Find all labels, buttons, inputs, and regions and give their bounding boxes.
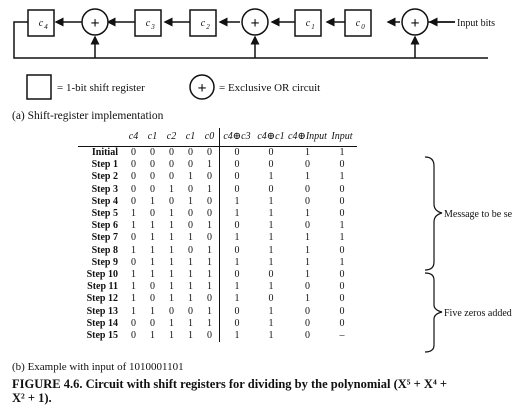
table-cell: 1: [188, 171, 193, 183]
table-cell: 0: [150, 159, 155, 171]
svg-text:1: 1: [311, 23, 315, 31]
table-cell: 1: [131, 269, 136, 281]
table-cell: 1: [131, 244, 136, 256]
table-cell: 1: [200, 159, 220, 171]
table-cell: 1: [169, 281, 174, 293]
table-header: c4⊕c1: [254, 128, 288, 147]
table-cell: 1: [150, 305, 155, 317]
table-row: [78, 220, 357, 232]
table-cell: 0: [234, 147, 240, 158]
table-cell: 0: [339, 269, 345, 281]
table-cell: 1: [268, 232, 274, 244]
table-cell: 0: [234, 244, 240, 256]
caption-a: (a) Shift-register implementation: [12, 110, 164, 122]
table-cell: 1: [268, 220, 274, 232]
row-label: Initial: [91, 147, 118, 158]
table-cell: 0: [339, 208, 345, 220]
table-cell: 1: [169, 208, 174, 220]
svg-text:+: +: [197, 80, 207, 97]
table-cell: 0: [200, 196, 220, 208]
table-cell: 0: [304, 220, 310, 232]
table-cell: 0: [234, 171, 240, 183]
figure-caption: [12, 377, 447, 405]
table-cell: 1: [234, 281, 240, 293]
table-cell: 1: [188, 317, 193, 329]
table-cell: 0: [131, 159, 136, 171]
row-label: Step 12: [86, 293, 118, 305]
table-row: [78, 147, 357, 160]
table-cell: 0: [234, 269, 240, 281]
table-cell: 1: [188, 281, 193, 293]
svg-text:+: +: [410, 15, 420, 32]
table-cell: 0: [339, 244, 345, 256]
table-cell: 0: [188, 305, 193, 317]
table-cell: 0: [339, 281, 345, 293]
table-cell: 1: [188, 330, 193, 342]
table-cell: 1: [339, 147, 345, 158]
table-cell: 0: [304, 281, 310, 293]
table-cell: 1: [268, 244, 274, 256]
table-cell: 0: [131, 147, 136, 158]
table-row: [78, 293, 357, 305]
table-cell: 0: [268, 183, 274, 195]
row-label: Step 7: [91, 232, 118, 244]
table-cell: 1: [169, 220, 174, 232]
table-cell: 1: [169, 317, 174, 329]
table-cell: 0: [200, 147, 220, 160]
message-annotation: Message to be se: [444, 209, 513, 220]
table-cell: 0: [234, 159, 240, 171]
table-row: [78, 208, 357, 220]
table-cell: 1: [200, 281, 220, 293]
svg-text:+: +: [90, 15, 100, 32]
table-cell: 0: [169, 171, 174, 183]
svg-text:2: 2: [206, 23, 210, 31]
table-cell: 1: [150, 269, 155, 281]
table-header: c2: [162, 128, 181, 147]
table-cell: 1: [150, 195, 155, 207]
table-cell: 0: [339, 159, 345, 171]
table-cell: 1: [150, 256, 155, 268]
table-cell: 0: [200, 232, 220, 244]
row-label: Step 3: [91, 183, 118, 195]
figure-caption-line2: X² + 1).: [12, 391, 52, 405]
table-cell: 0: [188, 220, 193, 232]
register-label-c4: c: [38, 18, 44, 29]
table-row: [78, 232, 357, 244]
table-cell: 1: [234, 293, 240, 305]
legend-register-text: = 1-bit shift register: [57, 82, 145, 94]
table-cell: 0: [188, 244, 193, 256]
circuit-diagram: [0, 0, 524, 110]
table-cell: 1: [200, 245, 220, 257]
table-cell: 0: [268, 159, 274, 171]
header-blank: [78, 128, 124, 147]
svg-text:c: c: [200, 18, 206, 29]
table-cell: 0: [131, 232, 136, 244]
table-cell: 0: [188, 183, 193, 195]
table-row: [78, 159, 357, 171]
table-cell: 1: [339, 256, 345, 268]
table-header: c0: [200, 128, 220, 147]
legend-xor-text: = Exclusive OR circuit: [219, 82, 321, 94]
table-cell: 1: [268, 195, 274, 207]
table-cell: 1: [200, 306, 220, 318]
table-cell: 1: [268, 330, 274, 342]
steps-table: [78, 128, 357, 342]
table-cell: 0: [304, 317, 310, 329]
svg-text:c: c: [145, 18, 151, 29]
table-cell: 1: [169, 269, 174, 281]
table-row: [78, 196, 357, 208]
table-cell: 1: [169, 293, 174, 305]
svg-text:+: +: [250, 15, 260, 32]
table-cell: 0: [339, 305, 345, 317]
table-header: c1: [143, 128, 162, 147]
table-cell: –: [339, 330, 345, 342]
zeros-annotation: Five zeros added: [444, 308, 512, 319]
svg-text:0: 0: [361, 23, 365, 31]
table-cell: 1: [304, 256, 310, 268]
table-row: [78, 269, 357, 281]
table-cell: 1: [304, 269, 310, 281]
row-label: Step 15: [86, 330, 118, 342]
table-cell: 1: [131, 281, 136, 293]
table-cell: 0: [188, 147, 193, 158]
caption-b: (b) Example with input of 1010001101: [12, 361, 184, 373]
table-cell: 1: [131, 293, 136, 305]
svg-text:4: 4: [44, 23, 48, 31]
table-cell: 1: [304, 171, 310, 183]
table-cell: 1: [188, 256, 193, 268]
table-cell: 1: [131, 305, 136, 317]
table-row: [78, 281, 357, 293]
table-cell: 1: [131, 220, 136, 232]
table-cell: 0: [234, 183, 240, 195]
table-row: [78, 184, 357, 196]
table-cell: 0: [200, 208, 220, 220]
table-cell: 1: [131, 208, 136, 220]
table-cell: 0: [304, 305, 310, 317]
row-label: Step 2: [91, 171, 118, 183]
table-cell: 0: [150, 183, 155, 195]
row-label: Step 1: [91, 159, 118, 171]
table-cell: 1: [268, 256, 274, 268]
table-header: c1: [181, 128, 200, 147]
legend-register-box: [27, 75, 51, 99]
table-cell: 0: [131, 330, 136, 342]
row-label: Step 10: [86, 269, 118, 281]
table-cell: 1: [200, 318, 220, 330]
table-row: [78, 245, 357, 257]
table-cell: 0: [150, 281, 155, 293]
table-cell: 0: [234, 305, 240, 317]
svg-text:c: c: [355, 18, 361, 29]
figure-caption-line1: FIGURE 4.6. Circuit with shift registers for dividing by the polynomial (X⁵ + X⁴ +: [12, 377, 447, 391]
svg-text:c: c: [305, 18, 311, 29]
table-cell: 0: [200, 171, 220, 183]
table-cell: 0: [150, 208, 155, 220]
table-cell: 1: [234, 256, 240, 268]
table-cell: 0: [169, 195, 174, 207]
table-cell: 0: [339, 183, 345, 195]
table-cell: 0: [169, 159, 174, 171]
table-cell: 0: [188, 159, 193, 171]
table-cell: 0: [234, 317, 240, 329]
table-row: [78, 171, 357, 183]
table-cell: 1: [304, 208, 310, 220]
table-header: c4⊕Input: [288, 128, 327, 147]
table-cell: 1: [304, 232, 310, 244]
svg-text:3: 3: [151, 23, 155, 31]
table-cell: 0: [339, 195, 345, 207]
table-cell: 1: [150, 232, 155, 244]
table-cell: 1: [188, 195, 193, 207]
table-cell: 0: [131, 171, 136, 183]
table-cell: 1: [268, 281, 274, 293]
table-cell: 1: [339, 232, 345, 244]
table-cell: 0: [339, 317, 345, 329]
table-header: c4: [124, 128, 143, 147]
table-cell: 1: [234, 330, 240, 342]
row-label: Step 11: [87, 281, 118, 293]
table-cell: 1: [169, 330, 174, 342]
row-label: Step 8: [91, 244, 118, 256]
table-cell: 0: [169, 147, 174, 158]
table-cell: 1: [150, 244, 155, 256]
table-cell: 0: [304, 195, 310, 207]
table-cell: 1: [268, 208, 274, 220]
table-cell: 1: [169, 232, 174, 244]
table-cell: 1: [268, 305, 274, 317]
table-cell: 1: [188, 232, 193, 244]
table-header: c4⊕c3: [220, 128, 255, 147]
row-label: Step 9: [91, 256, 118, 268]
table-cell: 1: [304, 147, 310, 158]
table-cell: 1: [234, 195, 240, 207]
table-cell: 0: [304, 330, 310, 342]
table-cell: 1: [234, 208, 240, 220]
table-row: [78, 306, 357, 318]
table-cell: 0: [131, 195, 136, 207]
table-cell: 0: [200, 330, 220, 342]
table-cell: 1: [268, 171, 274, 183]
table-cell: 0: [150, 293, 155, 305]
table-row: [78, 318, 357, 330]
table-cell: 1: [200, 269, 220, 281]
table-cell: 0: [169, 305, 174, 317]
table-row: [78, 257, 357, 269]
table-cell: 0: [268, 147, 274, 158]
table-cell: 0: [131, 317, 136, 329]
row-label: Step 5: [91, 208, 118, 220]
table-cell: 1: [200, 257, 220, 269]
table-cell: 1: [169, 256, 174, 268]
table-cell: 1: [150, 220, 155, 232]
table-cell: 0: [234, 220, 240, 232]
row-label: Step 4: [91, 195, 118, 207]
table-cell: 1: [188, 269, 193, 281]
table-cell: 0: [150, 171, 155, 183]
table-cell: 1: [200, 220, 220, 232]
input-label: Input bits: [457, 18, 496, 29]
table-cell: 1: [169, 183, 174, 195]
table-cell: 0: [268, 269, 274, 281]
table-cell: 0: [304, 183, 310, 195]
table-cell: 0: [150, 317, 155, 329]
table-header: Input: [327, 128, 357, 147]
table-cell: 1: [304, 293, 310, 305]
table-cell: 1: [169, 244, 174, 256]
table-cell: 1: [234, 232, 240, 244]
table-cell: 0: [268, 293, 274, 305]
row-label: Step 6: [91, 220, 118, 232]
table-cell: 1: [200, 184, 220, 196]
table-cell: 1: [304, 244, 310, 256]
table-cell: 0: [188, 208, 193, 220]
table-cell: 0: [150, 147, 155, 158]
table-cell: 0: [304, 159, 310, 171]
table-cell: 1: [188, 293, 193, 305]
table-row: [78, 330, 357, 342]
table-cell: 1: [150, 330, 155, 342]
row-label: Step 14: [86, 317, 118, 329]
table-cell: 0: [339, 293, 345, 305]
table-cell: 1: [268, 317, 274, 329]
table-cell: 1: [339, 171, 345, 183]
table-cell: 0: [131, 183, 136, 195]
row-label: Step 13: [86, 305, 118, 317]
table-cell: 0: [200, 293, 220, 305]
table-cell: 0: [131, 256, 136, 268]
table-cell: 1: [339, 220, 345, 232]
